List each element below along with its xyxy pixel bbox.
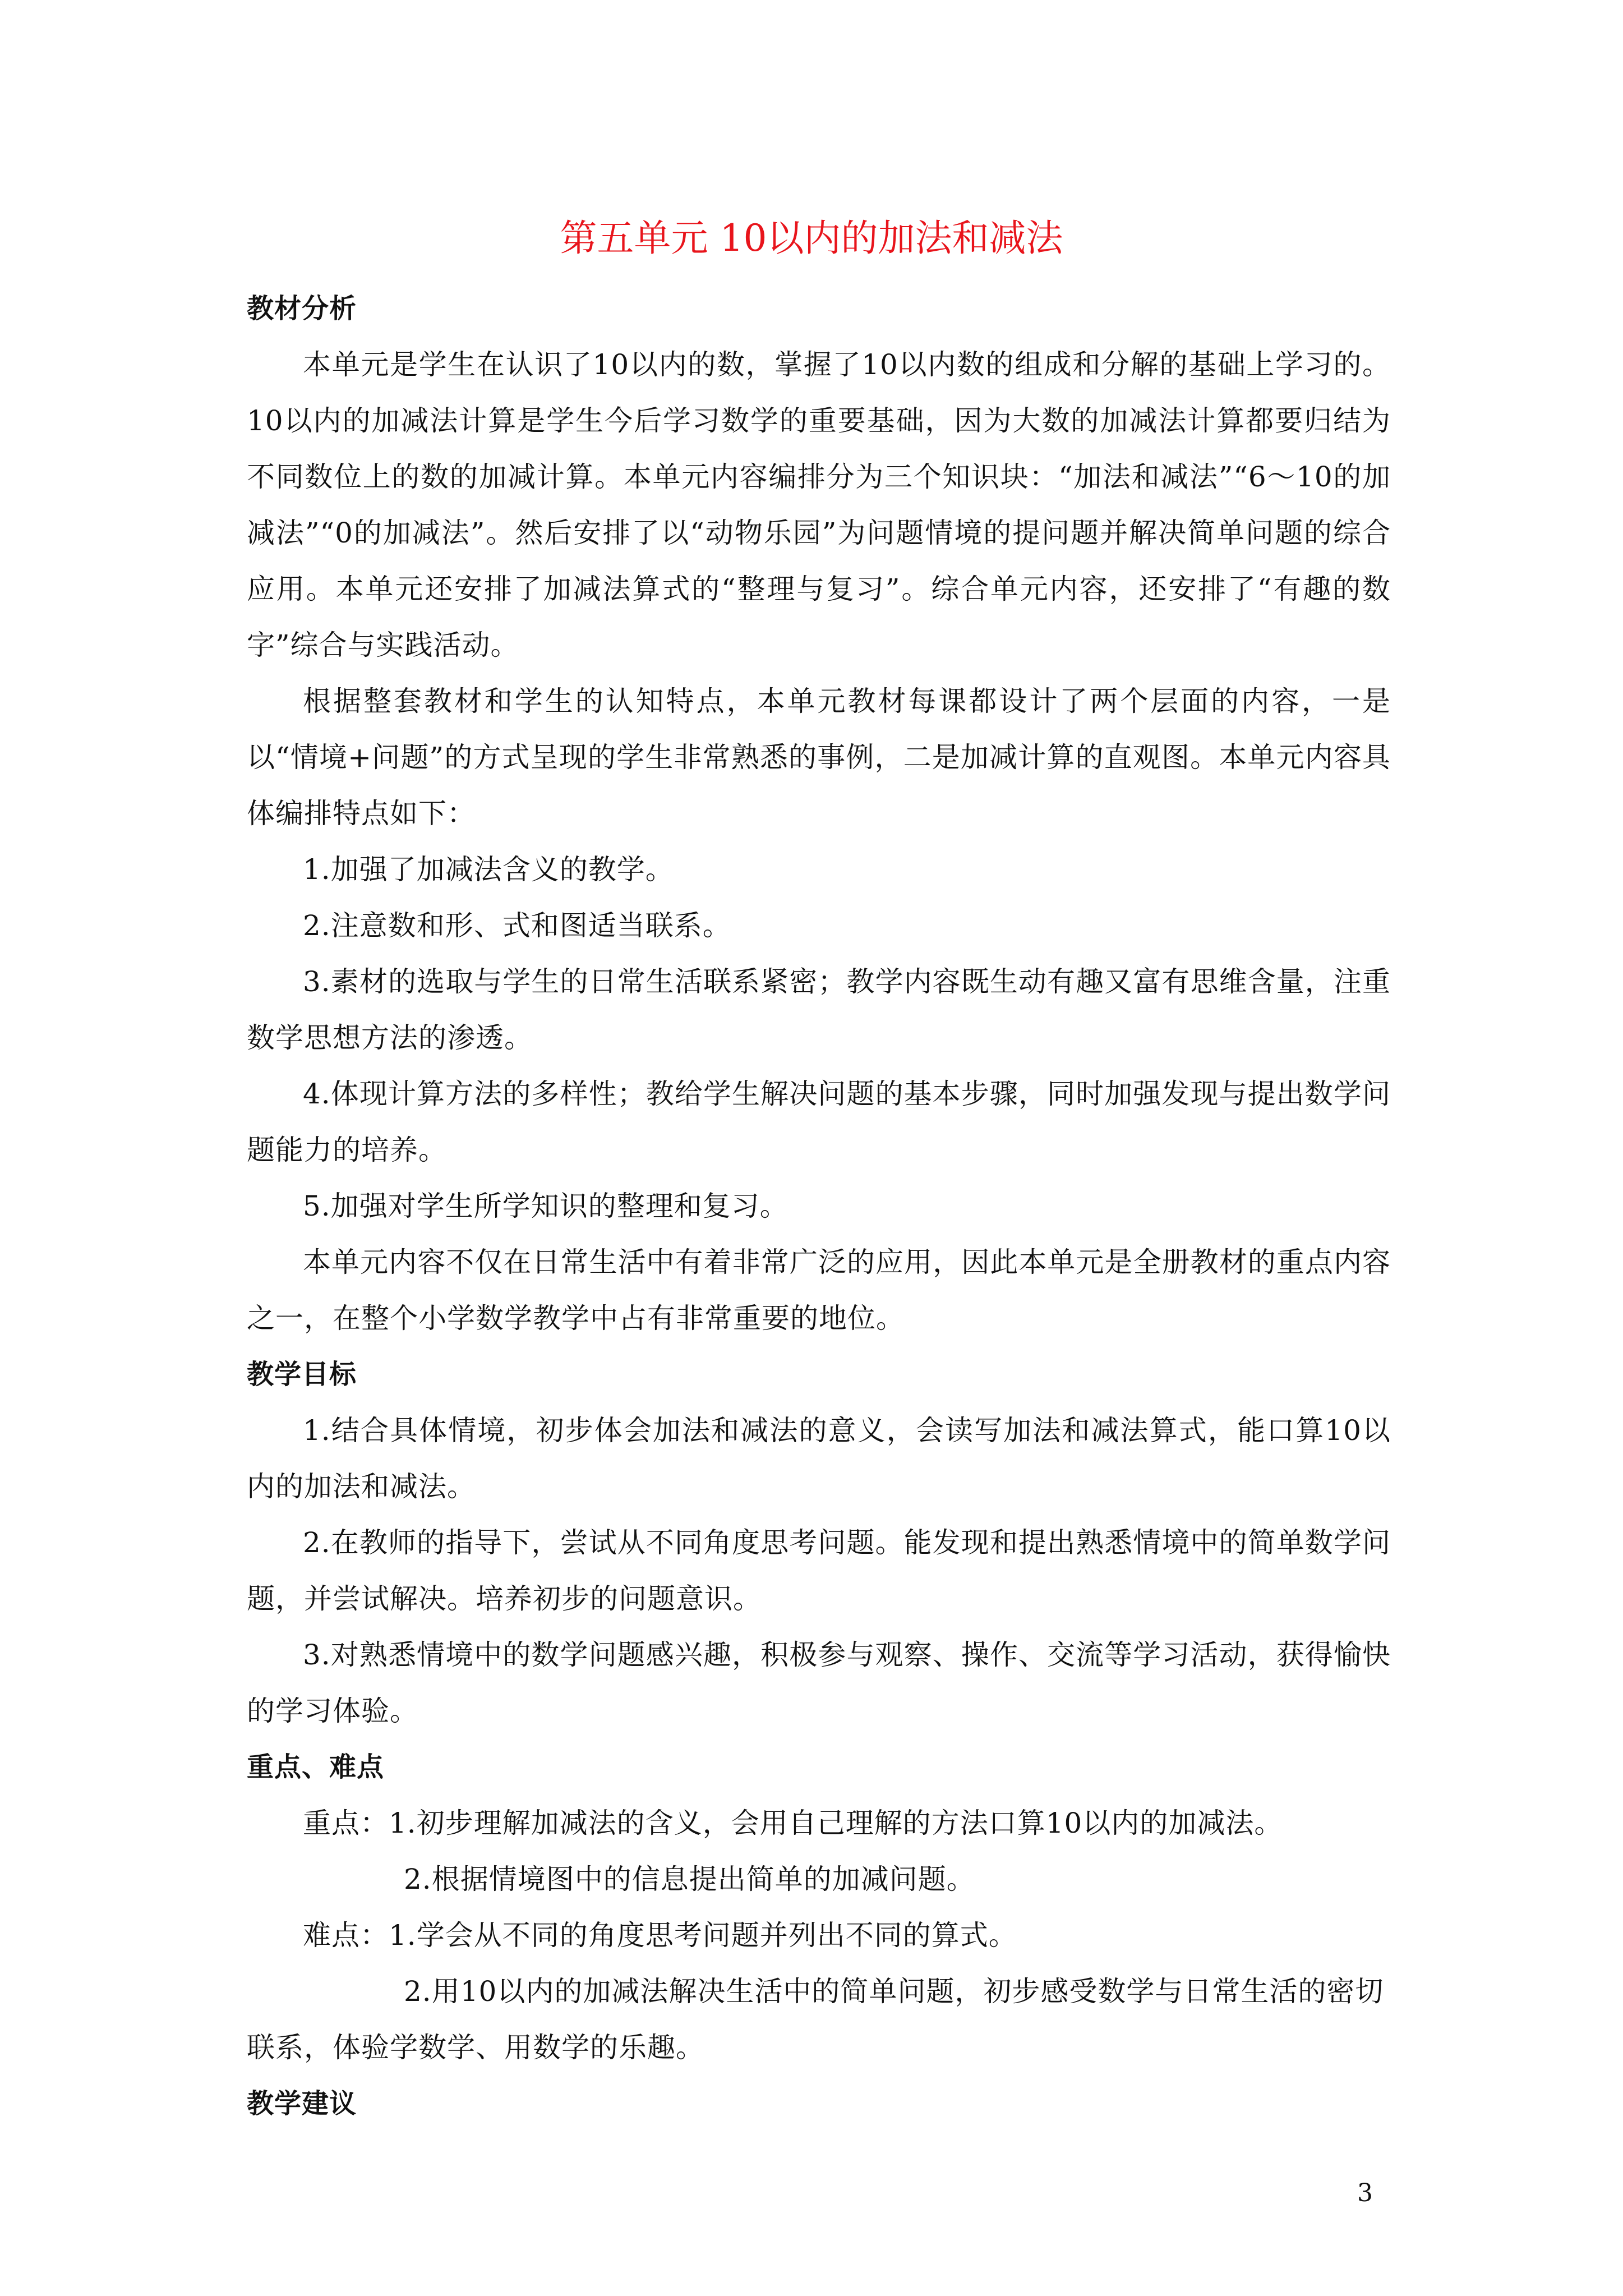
analysis-paragraph-2: 根据整套教材和学生的认知特点，本单元教材每课都设计了两个层面的内容，一是以“情境+问题”的方式呈现的学生非常熟悉的事例，二是加减计算的直观图。本单元内容具体编排特点如下： bbox=[247, 685, 1391, 830]
analysis-item-4: 4.体现计算方法的多样性；教给学生解决问题的基本步骤，同时加强发现与提出数学问题能力的培养。 bbox=[247, 1078, 1391, 1166]
goal-item-1: 1.结合具体情境，初步体会加法和减法的意义，会读写加法和减法算式，能口算10以内的加法和减法。 bbox=[247, 1414, 1391, 1503]
key-point-line-2: 2.根据情境图中的信息提出简单的加减问题。 bbox=[404, 1863, 975, 1895]
section-heading-analysis: 教材分析 bbox=[247, 293, 357, 324]
analysis-item-1: 1.加强了加减法含义的教学。 bbox=[303, 853, 674, 886]
analysis-item-3: 3.素材的选取与学生的日常生活联系紧密；教学内容既生动有趣又富有思维含量，注重数学思想方法的渗透。 bbox=[247, 965, 1391, 1054]
analysis-item-5: 5.加强对学生所学知识的整理和复习。 bbox=[303, 1190, 789, 1222]
analysis-item-2: 2.注意数和形、式和图适当联系。 bbox=[303, 909, 731, 942]
document-body bbox=[247, 280, 1391, 2132]
section-heading-goals: 教学目标 bbox=[247, 1359, 357, 1390]
goal-item-3: 3.对熟悉情境中的数学问题感兴趣，积极参与观察、操作、交流等学习活动，获得愉快的学习体验。 bbox=[247, 1639, 1391, 1727]
difficulty-line-1: 难点：1.学会从不同的角度思考问题并列出不同的算式。 bbox=[303, 1919, 1017, 1952]
section-heading-keypoints: 重点、难点 bbox=[247, 1751, 385, 1783]
goal-item-2: 2.在教师的指导下，尝试从不同角度思考问题。能发现和提出熟悉情境中的简单数学问题，并尝试解决。培养初步的问题意识。 bbox=[247, 1526, 1391, 1615]
difficulty-line-2: 2.用10以内的加减法解决生活中的简单问题，初步感受数学与日常生活的密切 bbox=[404, 1975, 1384, 2008]
analysis-paragraph-1: 本单元是学生在认识了10以内的数，掌握了10以内数的组成和分解的基础上学习的。10以内的加减法计算是学生今后学习数学的重要基础，因为大数的加减法计算都要归结为不同数位上的数的加减计算。本单元内容编排分为三个知识块：“加法和减法”“6～10的加减法”“0的加减法”。然后安排了以“动物乐园”为问题情境的提问题并解决简单问题的综合应用。本单元还安排了加减法算式的“整理与复习”。综合单元内容，还安排了“有趣的数字”综合与实践活动。 bbox=[247, 348, 1391, 661]
analysis-paragraph-3: 本单元内容不仅在日常生活中有着非常广泛的应用，因此本单元是全册教材的重点内容之一，在整个小学数学教学中占有非常重要的地位。 bbox=[247, 1246, 1391, 1335]
page-title: 第五单元 10以内的加法和减法 bbox=[560, 217, 1063, 260]
section-heading-suggestions: 教学建议 bbox=[247, 2088, 357, 2119]
page-number: 3 bbox=[1357, 2179, 1373, 2207]
difficulty-line-2-continued: 联系，体验学数学、用数学的乐趣。 bbox=[247, 2031, 704, 2064]
key-point-line-1: 重点：1.初步理解加减法的含义，会用自己理解的方法口算10以内的加减法。 bbox=[303, 1807, 1283, 1839]
